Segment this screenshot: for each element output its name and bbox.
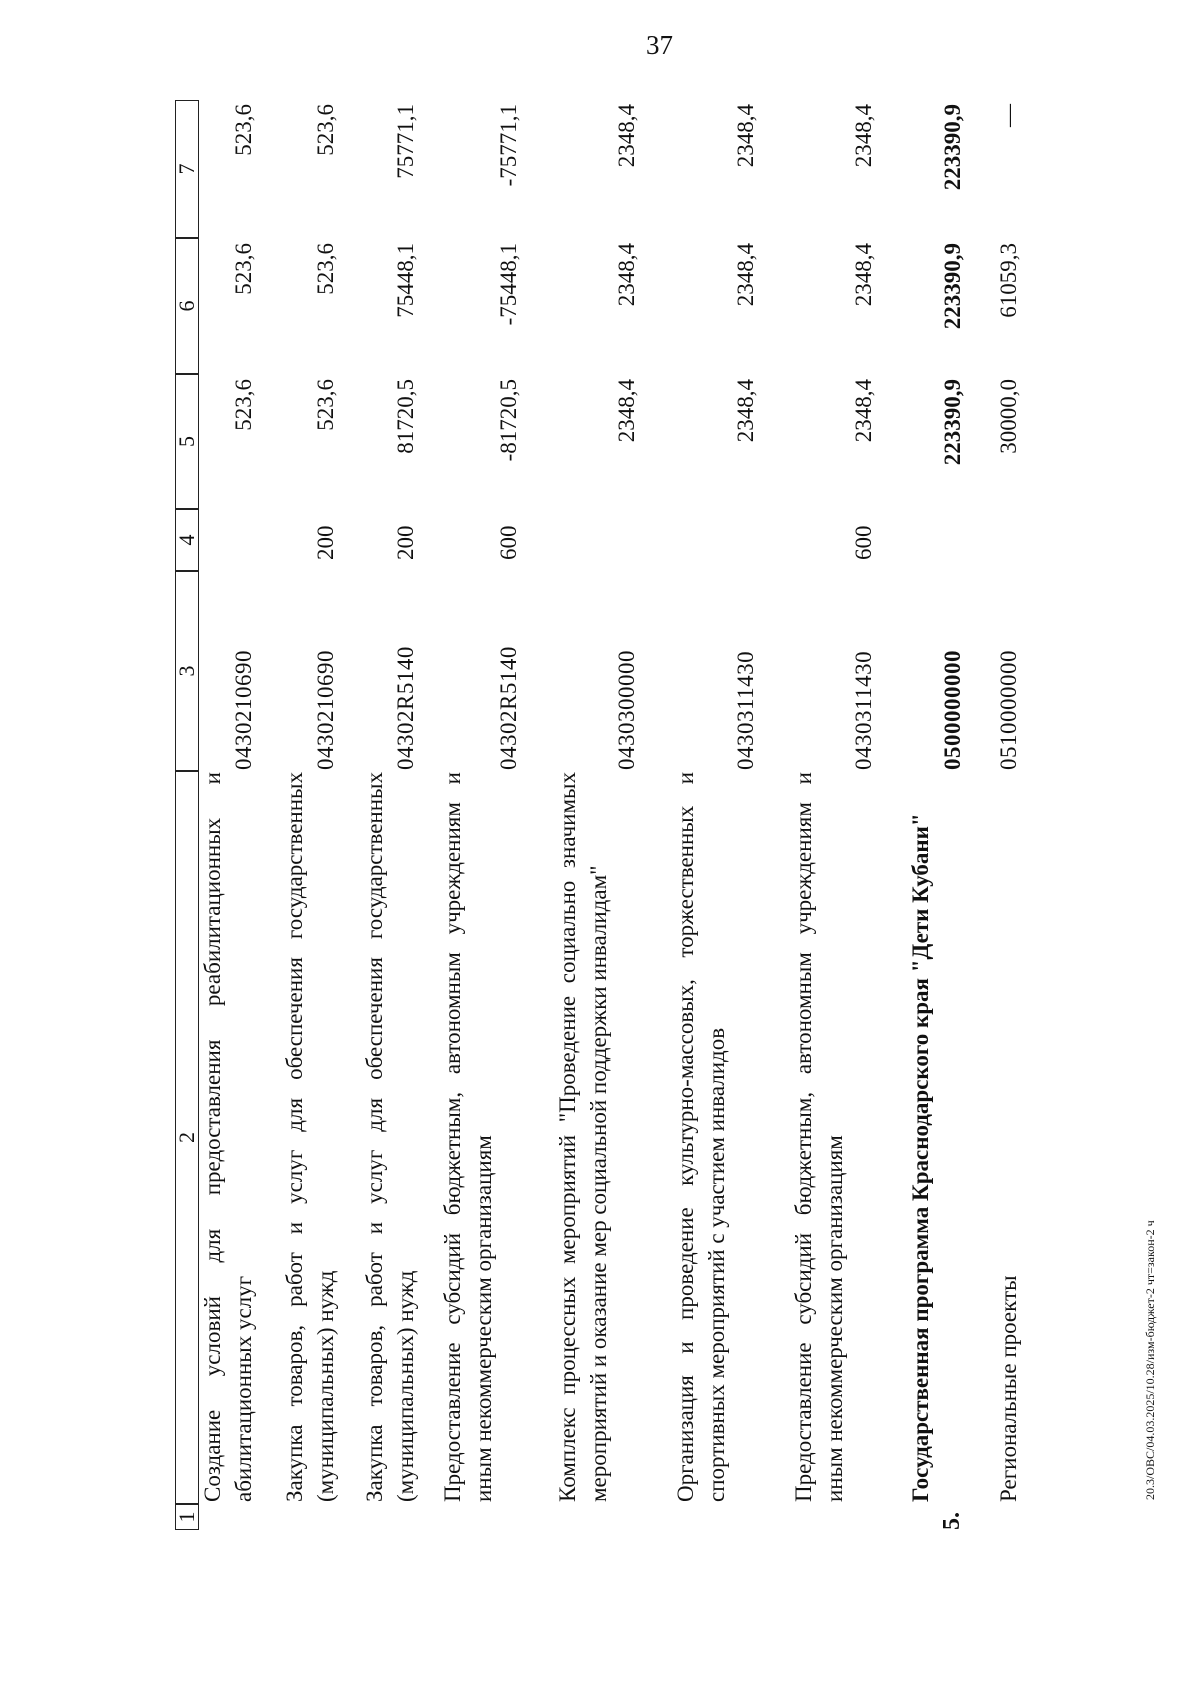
header-col-3: 3 [175, 571, 199, 771]
header-col-4: 4 [175, 509, 199, 571]
row-6-name: Предоставление субсидий бюджетным, автономным учреждениям и иным некоммерческим организациям [791, 772, 847, 1502]
row-5-c5: 2348,4 [733, 379, 758, 443]
row-3-c7: -75771,1 [496, 104, 521, 187]
row-4-name: Комплекс процессных мероприятий "Проведение социально значимых мероприятий и оказание мер социальной поддержки инвалидам" [555, 772, 611, 1502]
row-3-name: Предоставление субсидий бюджетным, автономным учреждениям и иным некоммерческим организациям [440, 772, 496, 1502]
row-1-name: Закупка товаров, работ и услуг для обеспечения государственных (муниципальных) нужд [282, 772, 338, 1502]
row-8-code: 0510000000 [996, 650, 1021, 770]
row-4-c6: 2348,4 [614, 243, 639, 307]
row-1-c6: 523,6 [313, 243, 338, 295]
row-8-c7: — [996, 104, 1021, 127]
row-0-c7: 523,6 [231, 104, 256, 156]
row-7-c7: 223390,9 [940, 104, 965, 191]
header-col-5: 5 [175, 374, 199, 509]
row-3-code: 04302R5140 [496, 646, 521, 770]
row-7-c6: 223390,9 [940, 243, 965, 330]
row-1-c5: 523,6 [313, 379, 338, 431]
row-3-c6: -75448,1 [496, 243, 521, 326]
row-2-name: Закупка товаров, работ и услуг для обеспечения государственных (муниципальных) нужд [362, 772, 418, 1502]
row-1-kvr: 200 [313, 525, 338, 560]
row-2-c6: 75448,1 [393, 243, 418, 318]
row-3-kvr: 600 [496, 525, 521, 560]
row-3-c5: -81720,5 [496, 379, 521, 462]
header-col-7: 7 [175, 100, 199, 238]
row-0-c5: 523,6 [231, 379, 256, 431]
header-col-1: 1 [175, 1504, 199, 1530]
row-0-c6: 523,6 [231, 243, 256, 295]
row-4-c5: 2348,4 [614, 379, 639, 443]
section-number: 5. [939, 1512, 965, 1530]
row-6-c6: 2348,4 [851, 243, 876, 307]
row-6-kvr: 600 [851, 525, 876, 560]
row-7-c5: 223390,9 [940, 379, 965, 466]
row-2-code: 04302R5140 [393, 646, 418, 770]
row-0-code: 0430210690 [231, 650, 256, 770]
header-col-6: 6 [175, 238, 199, 374]
header-col-2: 2 [175, 771, 199, 1504]
row-5-c7: 2348,4 [733, 104, 758, 168]
page-number: 37 [646, 30, 673, 60]
row-7-name: Государственная программа Краснодарского края "Дети Кубани" [908, 813, 933, 1502]
row-8-c5: 30000,0 [996, 379, 1021, 454]
budget-table [175, 100, 1085, 1530]
row-4-c7: 2348,4 [614, 104, 639, 168]
row-6-code: 0430311430 [851, 650, 876, 770]
row-8-c6: 61059,3 [996, 243, 1021, 318]
row-0-name: Создание условий для предоставления реабилитационных и абилитационных услуг [200, 772, 256, 1502]
row-4-code: 0430300000 [614, 650, 639, 770]
row-8-name: Региональные проекты [996, 1275, 1021, 1502]
row-6-c5: 2348,4 [851, 379, 876, 443]
row-2-c7: 75771,1 [393, 104, 418, 179]
row-1-c7: 523,6 [313, 104, 338, 156]
row-5-c6: 2348,4 [733, 243, 758, 307]
row-6-c7: 2348,4 [851, 104, 876, 168]
row-2-kvr: 200 [393, 525, 418, 560]
footer-file-path: 20.3/ОВС/04.03.2025/10.28/изм-бюджет-2 чт=закон-2 ч [1143, 1220, 1157, 1500]
row-5-code: 0430311430 [733, 650, 758, 770]
row-7-code: 0500000000 [940, 650, 965, 770]
row-5-name: Организация и проведение культурно-массовых, торжественных и спортивных мероприятий с участием инвалидов [673, 772, 729, 1502]
row-2-c5: 81720,5 [393, 379, 418, 454]
row-1-code: 0430210690 [313, 650, 338, 770]
